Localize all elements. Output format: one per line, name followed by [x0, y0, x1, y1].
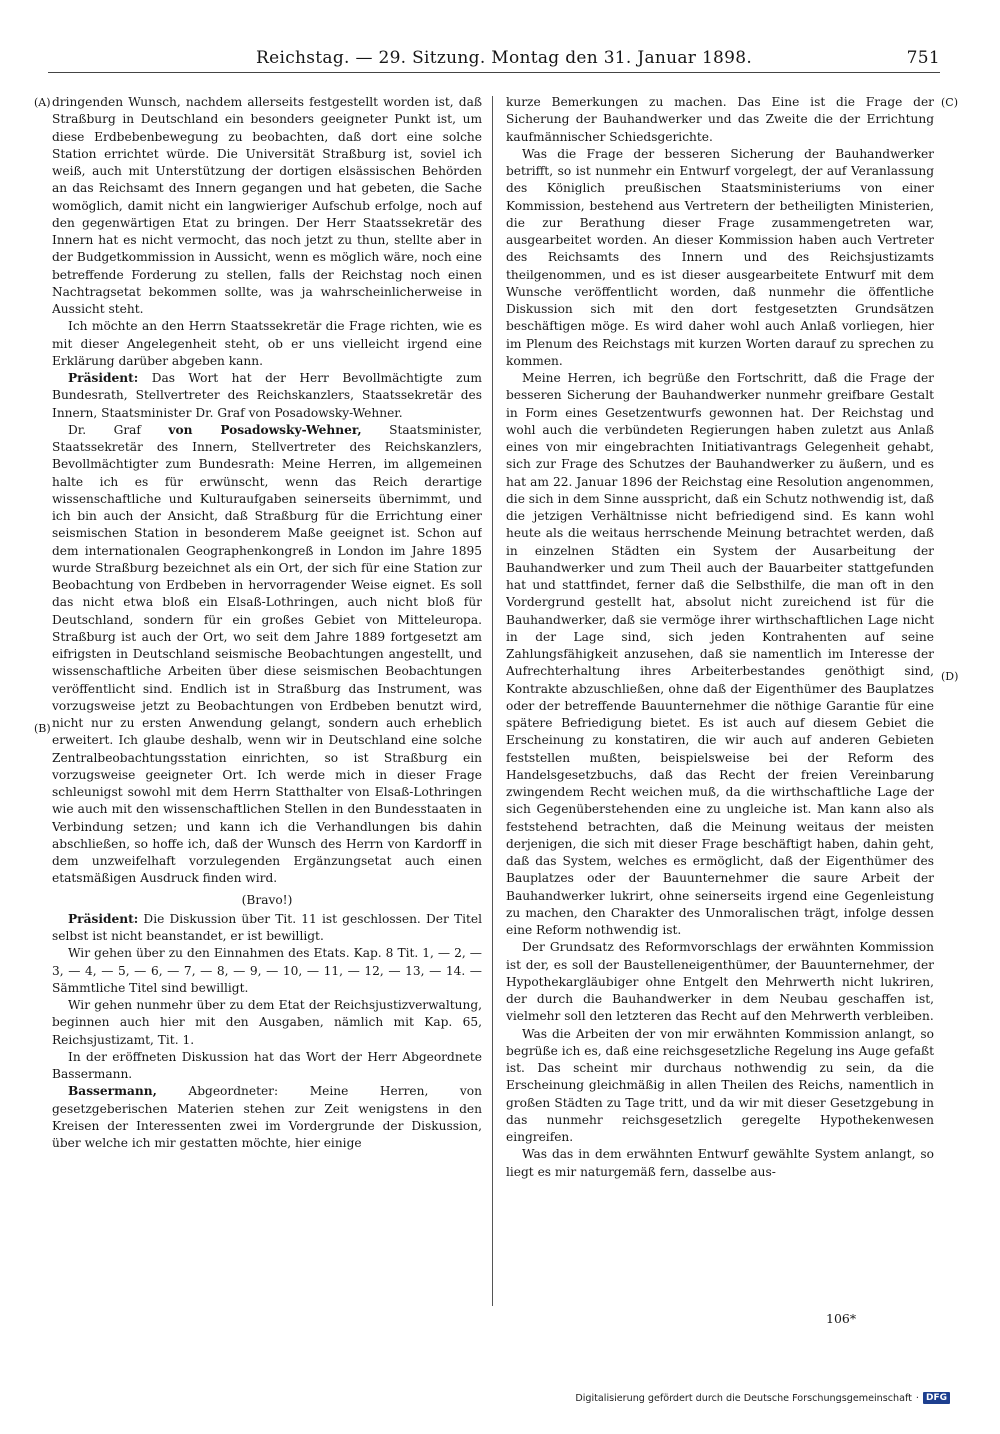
- paragraph: [52, 1083, 482, 1152]
- applause-note: (Bravo!): [241, 892, 293, 907]
- paragraph-text: Was die Arbeiten der von mir erwähnten Kommission anlangt, so begrüße ich es, daß eine reichsgesetzliche Regelung ins Auge gefaßt ist. Das scheint mir durchaus nothwendig zu sein, da die Erscheinung gleichmäßig in allen Theilen des Reichs, namentlich in großen Städten zu Tage tritt, und da wir mit dieser Gesetzgebung in das nunmehr reichsgesetzlich geregelte Hypothekenwesen eingreifen.: [506, 1026, 934, 1144]
- paragraph-text: In der eröffneten Diskussion hat das Wort der Herr Abgeordnete Bassermann.: [52, 1049, 482, 1081]
- page-number: 751: [906, 48, 940, 68]
- dfg-logo: DFG: [923, 1392, 950, 1404]
- paragraph: [506, 939, 934, 1025]
- paragraph-text: Meine Herren, ich begrüße den Fortschritt, daß die Frage der besseren Sicherung der Bauhandwerker nunmehr greifbare Gestalt in Form eines Gesetzentwurfs gewonnen hat. Der Reichstag und wohl auch die verbündeten Regierungen haben zuletzt aus Anlaß eines von mir eingebrachten Initiativantrags Gelegenheit gehabt, sich zur Frage des Schutzes der Bauhandwerker zu äußern, und es hat am 22. Januar 1896 der Reichstag eine Resolution angenommen, die sich in dem Sinne ausspricht, daß ein Schutz nothwendig ist, daß die jetzigen Verhältnisse nicht befriedigend sind. Es kann wohl heute als die weitaus herrschende Meinung betrachtet werden, daß in einzelnen Städten ein System der Ausarbeitung der Bauhandwerker und zum Theil auch der Bauarbeiter stattgefunden hat und stattfindet, ferner daß die Selbsthilfe, die man oft in den Vordergrund gestellt hat, absolut nicht zureichend ist für die Bauhandwerker, daß sie vermöge ihrer wirthschaftlichen Lage nicht in der Lage sind, sich jeden Kontrahenten auf seine Zahlungsfähigkeit anzusehen, daß sie namentlich im Interesse der Aufrechterhaltung ihres Arbeiterbestandes genöthigt sind, Kontrakte abzuschließen, ohne daß der Eigenthümer des Bauplatzes oder der betreffende Bauunternehmer die nöthige Garantie für eine spätere Befriedigung bietet. Es ist auch auf diesem Gebiet die Erscheinung zu konstatiren, die wir auch auf anderen Gebieten feststellen mußten, beispielsweise bei der Reform des Handelsgesetzbuchs, daß das Recht der freien Vereinbarung zwingendem Recht weichen muß, da die wirthschaftliche Lage der sich Gegenüberstehenden eine zu ungleiche ist. Man kann also als feststehend betrachten, daß die Meinung weitaus der meisten derjenigen, die sich mit dieser Frage beschäftigt haben, dahin geht, daß das System, welches es ermöglicht, daß der Eigenthümer des Bauplatzes oder der Bauunternehmer die saure Arbeit der Bauhandwerker lukrirt, ohne seinerseits irgend eine Gegenleistung zu machen, den Charakter des Unmoralischen trägt, infolge dessen eine Reform nothwendig ist.: [506, 371, 934, 937]
- paragraph: [52, 1049, 482, 1084]
- header-rule: [48, 72, 940, 73]
- margin-marker-b: (B): [34, 722, 51, 735]
- paragraph-text: Abgeordneter: Meine Herren, von gesetzgeberischen Materien stehen zur Zeit wenigstens in den Kreisen der Interessenten zwei im Vordergrunde der Diskussion, über welche ich mir gestatten möchte, hier einige: [52, 1084, 482, 1150]
- paragraph: [506, 370, 934, 939]
- margin-marker-a: (A): [34, 96, 51, 109]
- left-column: [52, 94, 482, 1304]
- paragraph: [506, 146, 934, 370]
- paragraph-text: Staatsminister, Staatssekretär des Innern, Stellvertreter des Reichskanzlers, Bevollmächtigter zum Bundesrath: Meine Herren, im allgemeinen halte ich es für erwünscht, wenn das Reich derartige wissenschaftliche und Kulturaufgaben seinerseits übernimmt, und ich bin auch der Ansicht, daß Straßburg für die Errichtung einer seismischen Station in besonderem Maße geeignet ist. Schon auf dem internationalen Geographenkongreß in London im Jahre 1895 wurde Straßburg bezeichnet als ein Ort, der sich für eine Station zur Beobachtung von Erdbeben in hervorragender Weise eignet. Es soll das nicht etwa bloß ein Elsaß-Lothringen, auch nicht bloß für Deutschland, sondern für ein großes Gebiet von Mitteleuropa. Straßburg ist auch der Ort, wo seit dem Jahre 1889 fortgesetzt am eifrigsten in Deutschland seismische Beobachtungen angestellt, und wissenschaftliche Arbeiten über diese seismischen Beobachtungen veröffentlicht sind. Endlich ist in Straßburg das Instrument, was vorzugsweise jetzt zu Beobachtungen von Erdbeben benutzt wird, nicht nur zu ersten Anwendung gelangt, sondern auch erheblich erweitert. Ich glaube deshalb, wenn wir in Deutschland eine solche Zentralbeobachtungsstation einrichten, so ist Straßburg ein vorzugsweise geeigneter Ort. Ich werde mich in dieser Frage schleunigst sowohl mit dem Herrn Statthalter von Elsaß-Lothringen wie auch mit den wissenschaftlichen Stellen in den Bundesstaaten in Verbindung setzen; und kann ich die Verhandlungen bis dahin abschließen, so hoffe ich, daß der Wunsch des Herrn von Kardorff in dem unzweifelhaft vorzulegenden Ergänzungsetat auch einen etatsmäßigen Ausdruck finden wird.: [52, 422, 482, 886]
- margin-marker-c: (C): [941, 96, 958, 109]
- paragraph: [52, 318, 482, 370]
- speaker-name: Präsident:: [68, 371, 139, 385]
- paragraph: [52, 997, 482, 1049]
- paragraph-text: Wir gehen über zu den Einnahmen des Etats. Kap. 8 Tit. 1, — 2, — 3, — 4, — 5, — 6, — 7, — 8, — 9, — 10, — 11, — 12, — 13, — 14. — Sämmtliche Titel sind bewilligt.: [52, 946, 482, 995]
- paragraph-text: Wir gehen nunmehr über zu dem Etat der Reichsjustizverwaltung, beginnen auch hier mit den Ausgaben, nämlich mit Kap. 65, Reichsjustizamt, Tit. 1.: [52, 998, 482, 1047]
- paragraph-text: kurze Bemerkungen zu machen. Das Eine ist die Frage der Sicherung der Bauhandwerker und das Zweite die der Errichtung kaufmännischer Schiedsgerichte.: [506, 95, 934, 144]
- speaker-name: Bassermann,: [68, 1084, 157, 1099]
- running-header: [50, 48, 940, 68]
- speaker-name: von Posadowsky-Wehner,: [168, 422, 362, 437]
- paragraph: [52, 911, 482, 946]
- paragraph-text: dringenden Wunsch, nachdem allerseits festgestellt worden ist, daß Straßburg in Deutschland ein besonders geeigneter Punkt ist, um diese Erdbebenbewegung zu beobachten, daß dort eine solche Station errichtet würde. Die Universität Straßburg ist, soviel ich weiß, auch mit Unterstützung der dortigen elsässischen Behörden an das Reichsamt des Innern gegangen und hat gebeten, die Sache womöglich, damit nicht ein langwieriger Aufschub erfolge, noch auf den gegenwärtigen Etat zu bringen. Der Herr Staatssekretär des Innern hat es nicht vermocht, das noch jetzt zu thun, stellte aber in der Budgetkommission in Aussicht, wenn es möglich wäre, noch eine betreffende Forderung zu stellen, falls der Reichstag noch einen Nachtragsetat bekommen sollte, was ja wahrscheinlicherweise in Aussicht steht.: [52, 95, 482, 316]
- paragraph-text: Was die Frage der besseren Sicherung der Bauhandwerker betrifft, so ist nunmehr ein Entwurf vorgelegt, der auf Veranlassung des Königlich preußischen Staatsministeriums von einer Kommission, bestehend aus Vertretern der betheiligten Ministerien, die zur Berathung dieser Frage zusammengetreten war, ausgearbeitet worden. An dieser Kommission haben auch Vertreter des Reichsamts des Innern und des Reichsjustizamts theilgenommen, und es ist dieser ausgearbeitete Entwurf mit dem Wunsche veröffentlicht worden, daß nunmehr die öffentliche Diskussion sich mit den dort festgesetzten Grundsätzen beschäftigen möge. Es wird daher wohl auch Anlaß vorliegen, hier im Plenum des Reichstags mit kurzen Worten darauf zu sprechen zu kommen.: [506, 146, 934, 368]
- header-title: Reichstag. — 29. Sitzung. Montag den 31. Januar 1898.: [256, 48, 753, 68]
- paragraph: [52, 94, 482, 318]
- signature-mark: 106*: [826, 1311, 857, 1326]
- speaker-name: Präsident:: [68, 911, 139, 926]
- footer: Digitalisierung gefördert durch die Deutsche Forschungsgemeinschaft · DFG: [575, 1392, 950, 1404]
- paragraph: [52, 422, 482, 888]
- paragraph-text: Die Diskussion über Tit. 11 ist geschlossen. Der Titel selbst ist nicht beanstandet, er ist bewilligt.: [52, 911, 482, 943]
- margin-marker-d: (D): [941, 670, 959, 683]
- paragraph: [506, 1146, 934, 1181]
- paragraph: [506, 1026, 934, 1147]
- paragraph-text: Der Grundsatz des Reformvorschlags der erwähnten Kommission ist der, es soll der Baustelleneigenthümer, der Bauunternehmer, der Hypothekargläubiger ohne Entgelt den Mehrwerth nicht lukriren, der durch die Bauhandwerker in dem Neubau geschaffen ist, vielmehr soll den letzteren das Recht auf den Mehrwerth verbleiben.: [506, 940, 934, 1024]
- paragraph: [506, 94, 934, 146]
- paragraph-text: Das Wort hat der Herr Bevollmächtigte zum Bundesrath, Stellvertreter des Reichskanzlers, Staatssekretär des Innern, Staatsminister Dr. Graf von Posadowsky-Wehner.: [52, 371, 482, 420]
- speaker-prefix: Dr. Graf: [68, 422, 169, 437]
- paragraph: [52, 370, 482, 422]
- paragraph-text: Ich möchte an den Herrn Staatssekretär die Frage richten, wie es mit dieser Angelegenheit steht, ob er uns vielleicht irgend eine Erklärung darüber abgeben kann.: [52, 319, 482, 368]
- column-divider: [492, 96, 493, 1306]
- right-column: [506, 94, 934, 1304]
- paragraph-text: Was das in dem erwähnten Entwurf gewählte System anlangt, so liegt es mir naturgemäß fern, dasselbe aus-: [506, 1147, 934, 1179]
- footer-credit: Digitalisierung gefördert durch die Deutsche Forschungsgemeinschaft: [575, 1392, 912, 1404]
- paragraph: [52, 945, 482, 997]
